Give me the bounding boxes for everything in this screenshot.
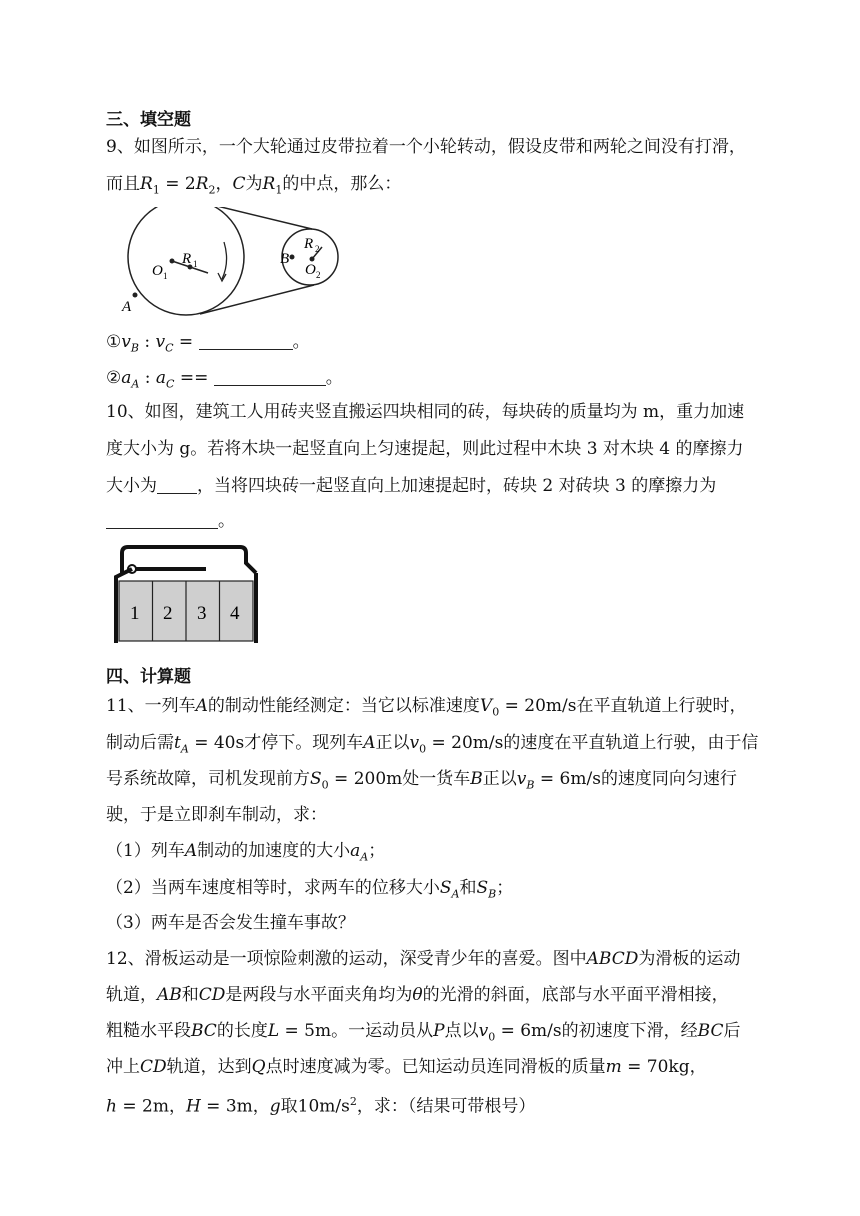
answer-blank-9-1[interactable] bbox=[199, 331, 293, 350]
pulley-diagram bbox=[108, 207, 348, 319]
svg-text:1: 1 bbox=[193, 259, 198, 269]
point-o1 bbox=[170, 259, 175, 264]
q10-line-3: 大小为 ，当将四块砖一起竖直向上加速提起时，砖块 2 对砖块 3 的摩擦力为 bbox=[106, 476, 717, 496]
rotation-arrow bbox=[222, 242, 227, 279]
answer-blank-9-2[interactable] bbox=[214, 367, 326, 386]
brick-4: 4 bbox=[230, 603, 240, 624]
answer-blank-10-2[interactable] bbox=[106, 510, 218, 529]
answer-blank-10-1[interactable] bbox=[157, 475, 197, 494]
label-r2: R bbox=[304, 236, 314, 252]
brick-2: 2 bbox=[163, 603, 173, 624]
section-heading-fill: 三、填空题 bbox=[106, 110, 191, 130]
brick-3: 3 bbox=[197, 603, 207, 624]
point-o2 bbox=[310, 257, 315, 262]
svg-text:2: 2 bbox=[315, 244, 320, 254]
belt-bottom bbox=[200, 285, 314, 314]
q12-line-2: 轨道，AB和CD是两段与水平面夹角均为θ的光滑的斜面，底部与水平面平滑相接， bbox=[106, 985, 729, 1005]
q10-line-1: 10、如图，建筑工人用砖夹竖直搬运四块相同的砖，每块砖的质量均为 m，重力加速 bbox=[106, 402, 745, 422]
q9-part-2: $②a_A$ : $a_C$ == 。 bbox=[106, 368, 343, 391]
q9-line-1: 9、如图所示，一个大轮通过皮带拉着一个小轮转动，假设皮带和两轮之间没有打滑， bbox=[106, 137, 746, 157]
q11-line-3: 号系统故障，司机发现前方$S_0 = 200m$处一货车B正以$v_B = 6m/s$的速度同向匀速行 bbox=[106, 769, 737, 792]
belt-top bbox=[188, 207, 312, 229]
svg-text:1: 1 bbox=[163, 271, 168, 281]
rotation-arrowhead bbox=[218, 273, 226, 281]
q11-line-1: 11、一列车A的制动性能经测定：当它以标准速度$V_0 = 20m/s$在平直轨道上行驶时， bbox=[106, 696, 747, 719]
svg-text:2: 2 bbox=[316, 270, 321, 280]
q9-line-2: 而且$R_1 = 2R_2$，C为$R_1$的中点，那么： bbox=[106, 174, 402, 197]
q12-line-3: 粗糙水平段BC的长度L = 5m。一运动员从P点以$v_0 = 6m/s$的初速度下滑，经BC后 bbox=[106, 1021, 741, 1044]
label-r1: R bbox=[182, 251, 192, 267]
q12-line-5: h = 2m，H = 3m，g取$10m/s^2$，求：（结果可带根号） bbox=[106, 1095, 536, 1117]
section-heading-calc: 四、计算题 bbox=[106, 667, 191, 687]
label-a: A bbox=[122, 299, 132, 315]
brick-1: 1 bbox=[130, 603, 140, 624]
q12-line-1: 12、滑板运动是一项惊险刺激的运动，深受青少年的喜爱。图中ABCD为滑板的运动 bbox=[106, 949, 741, 969]
q10-line-4: 。 bbox=[106, 509, 746, 533]
q11-line-2: 制动后需$t_A = 40s$才停下。现列车A正以$v_0 = 20m/s$的速度在平直轨道上行驶，由于信 bbox=[106, 733, 759, 756]
point-b bbox=[290, 255, 295, 260]
q12-line-4: 冲上CD轨道，达到Q点时速度减为零。已知运动员连同滑板的质量m = 70kg， bbox=[106, 1057, 707, 1077]
q11-sub-1: （1）列车A制动的加速度的大小$a_A$； bbox=[106, 841, 386, 864]
q11-line-4: 驶，于是立即刹车制动，求： bbox=[106, 805, 327, 825]
q11-sub-2: （2）当两车速度相等时，求两车的位移大小$S_A$和$S_B$； bbox=[106, 878, 514, 901]
label-o1: O bbox=[152, 263, 163, 279]
label-o2: O bbox=[305, 262, 316, 278]
q11-sub-3: （3）两车是否会发生撞车事故？ bbox=[106, 913, 355, 933]
brick-tongs-diagram bbox=[110, 543, 262, 647]
point-a bbox=[133, 293, 138, 298]
q10-line-2: 度大小为 g。若将木块一起竖直向上匀速提起，则此过程中木块 3 对木块 4 的摩擦力 bbox=[106, 439, 744, 459]
label-b: B bbox=[280, 251, 290, 267]
q9-part-1: $①v_B$ : $v_C$ = 。 bbox=[106, 332, 310, 355]
